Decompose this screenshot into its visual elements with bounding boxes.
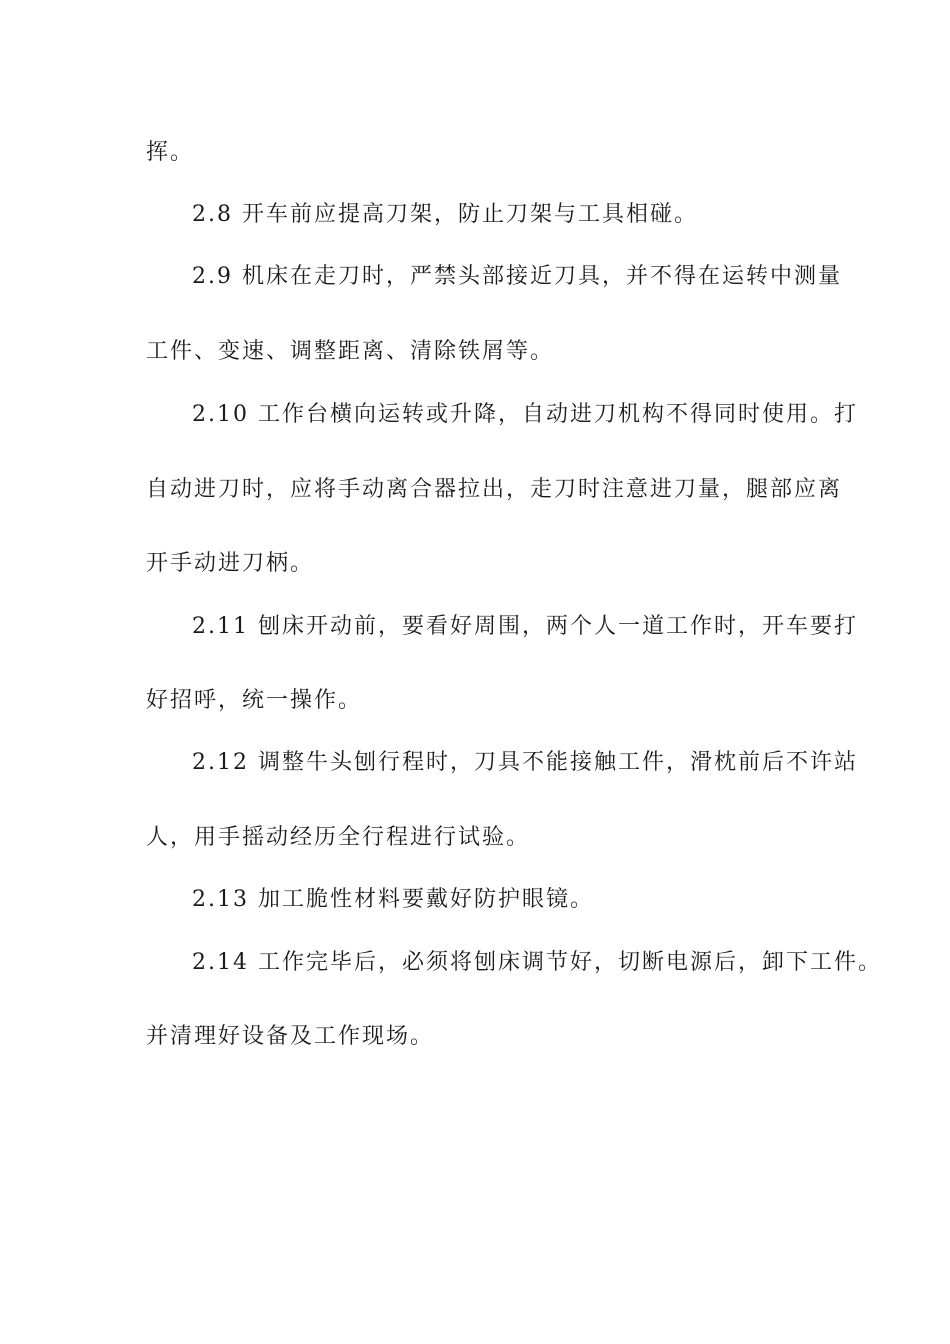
text-line: 人，用手摇动经历全行程进行试验。 xyxy=(146,825,531,850)
text-line: 2.9 机床在走刀时，严禁头部接近刀具，并不得在运转中测量 xyxy=(192,264,842,289)
text-line: 挥。 xyxy=(146,140,195,165)
text-line: 2.8 开车前应提高刀架，防止刀架与工具相碰。 xyxy=(192,202,698,227)
text-line: 2.10 工作台横向运转或升降，自动进刀机构不得同时使用。打 xyxy=(192,402,858,427)
text-line: 好招呼，统一操作。 xyxy=(146,688,363,713)
text-line: 2.12 调整牛头刨行程时，刀具不能接触工件，滑枕前后不许站 xyxy=(192,750,858,775)
text-line: 自动进刀时，应将手动离合器拉出，走刀时注意进刀量，腿部应离 xyxy=(146,477,843,502)
text-line: 2.11 刨床开动前，要看好周围，两个人一道工作时，开车要打 xyxy=(192,614,858,639)
text-line: 工件、变速、调整距离、清除铁屑等。 xyxy=(146,339,555,364)
text-line: 2.14 工作完毕后，必须将刨床调节好，切断电源后，卸下工件。 xyxy=(192,950,882,975)
text-line: 开手动进刀柄。 xyxy=(146,551,315,576)
text-line: 2.13 加工脆性材料要戴好防护眼镜。 xyxy=(192,887,594,912)
text-line: 并清理好设备及工作现场。 xyxy=(146,1024,435,1049)
